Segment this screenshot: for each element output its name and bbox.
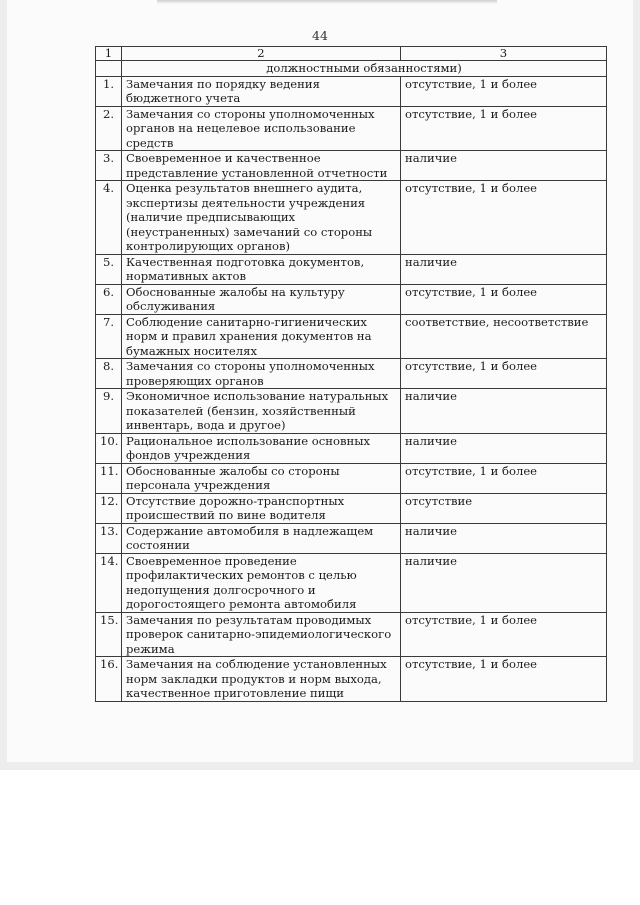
row-number: 15. [96, 612, 122, 657]
table-row [96, 106, 607, 151]
criterion-cell: Соблюдение санитарно-гигиенических норм и правил хранения документов на бумажных носителях [122, 314, 401, 359]
row-number: 6. [96, 284, 122, 314]
table-row [96, 181, 607, 255]
criterion-cell: Качественная подготовка документов, нормативных актов [122, 254, 401, 284]
criterion-cell: Замечания по порядку ведения бюджетного учета [122, 76, 401, 106]
table-row [96, 151, 607, 181]
criterion-cell: Оценка результатов внешнего аудита, экспертизы деятельности учреждения (наличие предписывающих (неустраненных) замечаний со стороны контролирующих органов) [122, 181, 401, 255]
criterion-cell: Отсутствие дорожно-транспортных происшествий по вине водителя [122, 493, 401, 523]
criterion-cell: Замечания со стороны уполномоченных органов на нецелевое использование средств [122, 106, 401, 151]
table-row [96, 359, 607, 389]
value-cell: отсутствие, 1 и более [401, 657, 607, 702]
table-row [96, 493, 607, 523]
header-cell: 3 [401, 47, 607, 61]
header-cell: 1 [96, 47, 122, 61]
value-cell: наличие [401, 553, 607, 612]
row-number: 12. [96, 493, 122, 523]
row-number: 10. [96, 433, 122, 463]
value-cell: отсутствие, 1 и более [401, 463, 607, 493]
row-number: 7. [96, 314, 122, 359]
row-number: 3. [96, 151, 122, 181]
criterion-cell: Замечания по результатам проводимых проверок санитарно-эпидемиологического режима [122, 612, 401, 657]
table-row [96, 389, 607, 434]
row-number: 11. [96, 463, 122, 493]
criterion-cell: Экономичное использование натуральных показателей (бензин, хозяйственный инвентарь, вода и другое) [122, 389, 401, 434]
row-number: 16. [96, 657, 122, 702]
value-cell: отсутствие, 1 и более [401, 76, 607, 106]
row-number: 5. [96, 254, 122, 284]
criterion-cell: Своевременное и качественное представление установленной отчетности [122, 151, 401, 181]
criteria-table [95, 46, 607, 702]
table-row [96, 553, 607, 612]
criterion-cell: Обоснованные жалобы на культуру обслуживания [122, 284, 401, 314]
table-header-row [96, 47, 607, 61]
value-cell: отсутствие, 1 и более [401, 612, 607, 657]
criterion-cell: Обоснованные жалобы со стороны персонала учреждения [122, 463, 401, 493]
row-number: 1. [96, 76, 122, 106]
page-number: 44 [312, 28, 328, 43]
table-row [96, 433, 607, 463]
criterion-cell: Замечания со стороны уполномоченных проверяющих органов [122, 359, 401, 389]
document-page [7, 0, 633, 762]
table-row [96, 314, 607, 359]
criterion-cell: Замечания на соблюдение установленных норм закладки продуктов и норм выхода, качественное приготовление пищи [122, 657, 401, 702]
value-cell: отсутствие, 1 и более [401, 106, 607, 151]
value-cell: отсутствие [401, 493, 607, 523]
row-number: 8. [96, 359, 122, 389]
row-number: 4. [96, 181, 122, 255]
table-row [96, 612, 607, 657]
header-cell: 2 [122, 47, 401, 61]
continuation-text: должностными обязанностями) [122, 61, 607, 77]
continuation-row [96, 61, 607, 77]
value-cell: наличие [401, 151, 607, 181]
value-cell: наличие [401, 254, 607, 284]
row-number: 2. [96, 106, 122, 151]
table-row [96, 657, 607, 702]
empty-cell [96, 61, 122, 77]
scan-edge [157, 0, 497, 4]
row-number: 9. [96, 389, 122, 434]
table-row [96, 523, 607, 553]
value-cell: отсутствие, 1 и более [401, 359, 607, 389]
value-cell: отсутствие, 1 и более [401, 284, 607, 314]
table-row [96, 254, 607, 284]
row-number: 14. [96, 553, 122, 612]
value-cell: наличие [401, 433, 607, 463]
table-row [96, 284, 607, 314]
criterion-cell: Своевременное проведение профилактических ремонтов с целью недопущения долгосрочного и дорогостоящего ремонта автомобиля [122, 553, 401, 612]
value-cell: наличие [401, 523, 607, 553]
criterion-cell: Рациональное использование основных фондов учреждения [122, 433, 401, 463]
criterion-cell: Содержание автомобиля в надлежащем состоянии [122, 523, 401, 553]
table-row [96, 76, 607, 106]
table-row [96, 463, 607, 493]
value-cell: соответствие, несоответствие [401, 314, 607, 359]
row-number: 13. [96, 523, 122, 553]
value-cell: отсутствие, 1 и более [401, 181, 607, 255]
value-cell: наличие [401, 389, 607, 434]
